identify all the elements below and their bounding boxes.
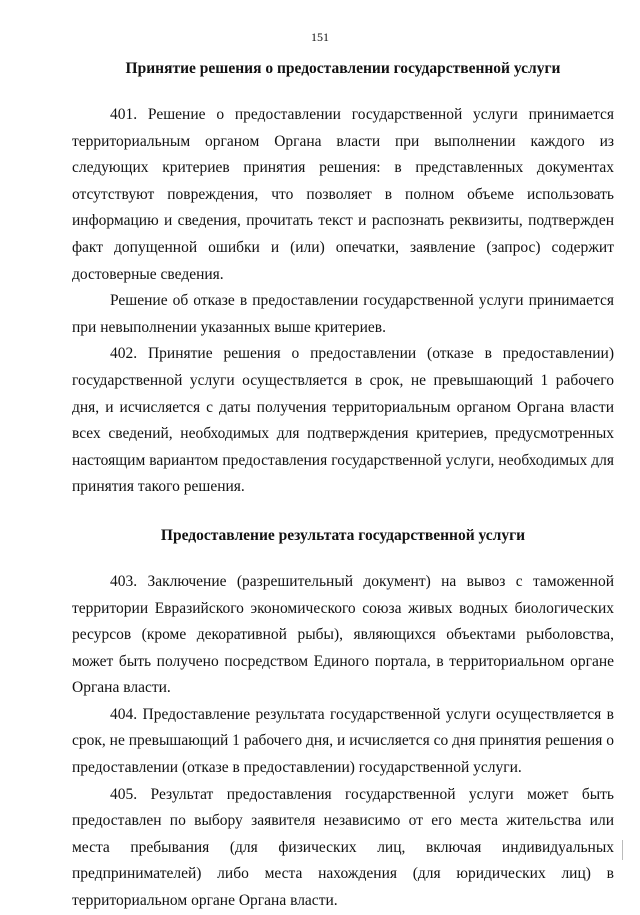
paragraph-402: 402. Принятие решения о предоставлении (отказе в предоставлении) государственной услуги осуществляется в срок, не превышающий 1 рабочего дня, и исчисляется с даты получения территориальным органом Органа власти всех сведений, необходимых для подтверждения критериев, предусмотренных настоящим вариантом предоставления государственной услуги, необходимых для принятия такого решения. [72, 345, 614, 496]
paragraph-401: 401. Решение о предоставлении государственной услуги принимается территориальным органом Органа власти при выполнении каждого из следующих критериев принятия решения: в представленных документах отсутствуют повреждения, что позволяет в полном объеме использовать информацию и сведения, прочитать текст и распознать реквизиты, подтвержден факт допущенной ошибки и (или) опечатки, заявление (запрос) содержит достоверные сведения. [72, 106, 614, 283]
paragraph-405: 405. Результат предоставления государственной услуги может быть предоставлен по выбору заявителя независимо от его места жительства или места пребывания (для физических лиц, включая индивидуальных предпринимателей) либо места нахождения (для юридических лиц) в территориальном органе Органа власти. [72, 785, 614, 910]
section-heading-decision: Принятие решения о предоставлении государственной услуги [125, 60, 561, 77]
paragraph-404: 404. Предоставление результата государственной услуги осуществляется в срок, не превышающий 1 рабочего дня, и исчисляется со дня принятия решения о предоставлении (отказе в предоставлении) государственной услуги. [72, 705, 614, 777]
document-body [72, 58, 614, 915]
paragraph-403: 403. Заключение (разрешительный документ) на вывоз с таможенной территории Евразийского экономического союза живых водных биологических ресурсов (кроме декоративной рыбы), являющихся объектами рыболовства, может быть получено посредством Единого портала, в территориальном органе Органа власти. [72, 572, 614, 697]
section-heading-result: Предоставление результата государственной услуги [160, 526, 526, 544]
paragraph-refusal: Решение об отказе в предоставлении государственной услуги принимается при невыполнении указанных выше критериев. [72, 292, 614, 336]
scan-margin-mark [622, 840, 623, 860]
page-number: 151 [311, 30, 329, 44]
